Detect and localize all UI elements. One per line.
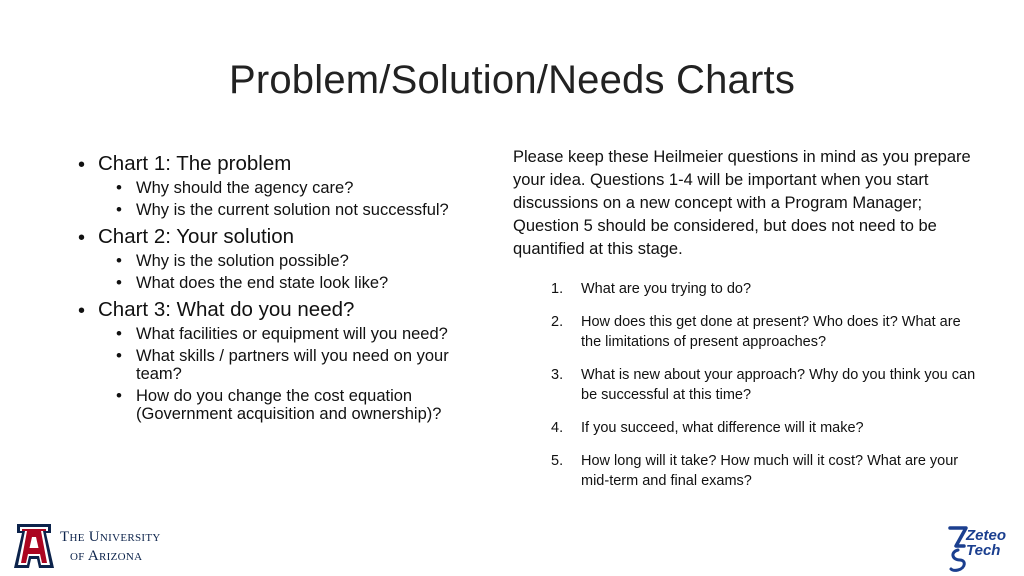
chart-item-3 xyxy=(78,298,488,423)
chart-subitem-label: How do you change the cost equation (Government acquisition and ownership)? xyxy=(136,387,442,423)
chart-subitem xyxy=(116,347,488,383)
ua-wordmark-line-2: of Arizona xyxy=(70,548,143,564)
question-text: What are you trying to do? xyxy=(581,281,752,297)
chart-item-label: Chart 1: The problem xyxy=(98,152,292,175)
zeteo-tech-logo xyxy=(944,520,1020,574)
chart-subitem-label: Why is the current solution not successful? xyxy=(136,201,449,219)
chart-subitem-label: What skills / partners will you need on your team? xyxy=(136,347,449,383)
university-of-arizona-wordmark xyxy=(60,528,161,566)
question-number: 3. xyxy=(551,367,564,383)
question-number: 5. xyxy=(551,453,564,469)
chart-list xyxy=(78,152,488,423)
sub-bullet: • xyxy=(116,346,122,365)
chart-subitem-label: What facilities or equipment will you need? xyxy=(136,325,448,343)
zeteo-wordmark: Zeteo xyxy=(966,527,1007,544)
chart-subitem xyxy=(116,274,488,292)
heilmeier-intro: Please keep these Heilmeier questions in mind as you prepare your idea. Questions 1-4 will be important when you start discussions on a new concept with a Program Manager; Question 5 should be considered, but does not need to be quantified at this stage. xyxy=(513,148,971,258)
sub-bullet: • xyxy=(116,200,122,219)
chart-sublist xyxy=(98,252,488,292)
university-of-arizona-logo xyxy=(14,524,214,570)
chart-outline xyxy=(78,152,488,429)
chart-item-1 xyxy=(78,152,488,219)
chart-subitem-label: Why is the solution possible? xyxy=(136,252,349,270)
question-item xyxy=(513,279,983,299)
ua-wordmark-line-1: The University xyxy=(60,529,161,545)
question-number: 2. xyxy=(551,314,564,330)
tech-wordmark: Tech xyxy=(966,542,1001,559)
heilmeier-questions xyxy=(513,279,983,491)
question-number: 4. xyxy=(551,420,564,436)
question-number: 1. xyxy=(551,281,564,297)
question-text: What is new about your approach? Why do you think you can be successful at this time? xyxy=(581,367,976,403)
sub-bullet: • xyxy=(116,251,122,270)
bullet: • xyxy=(78,227,86,249)
chart-item-2 xyxy=(78,225,488,292)
bullet: • xyxy=(78,154,86,176)
chart-subitem xyxy=(116,252,488,270)
chart-subitem xyxy=(116,325,488,343)
chart-subitem xyxy=(116,179,488,197)
heilmeier-section xyxy=(513,146,983,504)
university-of-arizona-a-icon xyxy=(14,524,54,568)
question-text: How long will it take? How much will it cost? What are your mid-term and final exams? xyxy=(581,453,959,489)
sub-bullet: • xyxy=(116,273,122,292)
bullet: • xyxy=(78,300,86,322)
chart-subitem-label: What does the end state look like? xyxy=(136,274,389,292)
sub-bullet: • xyxy=(116,178,122,197)
chart-subitem-label: Why should the agency care? xyxy=(136,179,354,197)
chart-sublist xyxy=(98,325,488,423)
chart-item-label: Chart 3: What do you need? xyxy=(98,298,355,321)
question-item xyxy=(513,365,983,405)
question-item xyxy=(513,451,983,491)
sub-bullet: • xyxy=(116,386,122,405)
sub-bullet: • xyxy=(116,324,122,343)
question-text: If you succeed, what difference will it make? xyxy=(581,420,864,436)
question-item xyxy=(513,418,983,438)
slide-title: Problem/Solution/Needs Charts xyxy=(228,58,796,102)
chart-item-label: Chart 2: Your solution xyxy=(98,225,295,248)
question-text: How does this get done at present? Who does it? What are the limitations of present approaches? xyxy=(581,314,961,350)
question-item xyxy=(513,312,983,352)
chart-subitem xyxy=(116,387,488,423)
chart-sublist xyxy=(98,179,488,219)
chart-subitem xyxy=(116,201,488,219)
